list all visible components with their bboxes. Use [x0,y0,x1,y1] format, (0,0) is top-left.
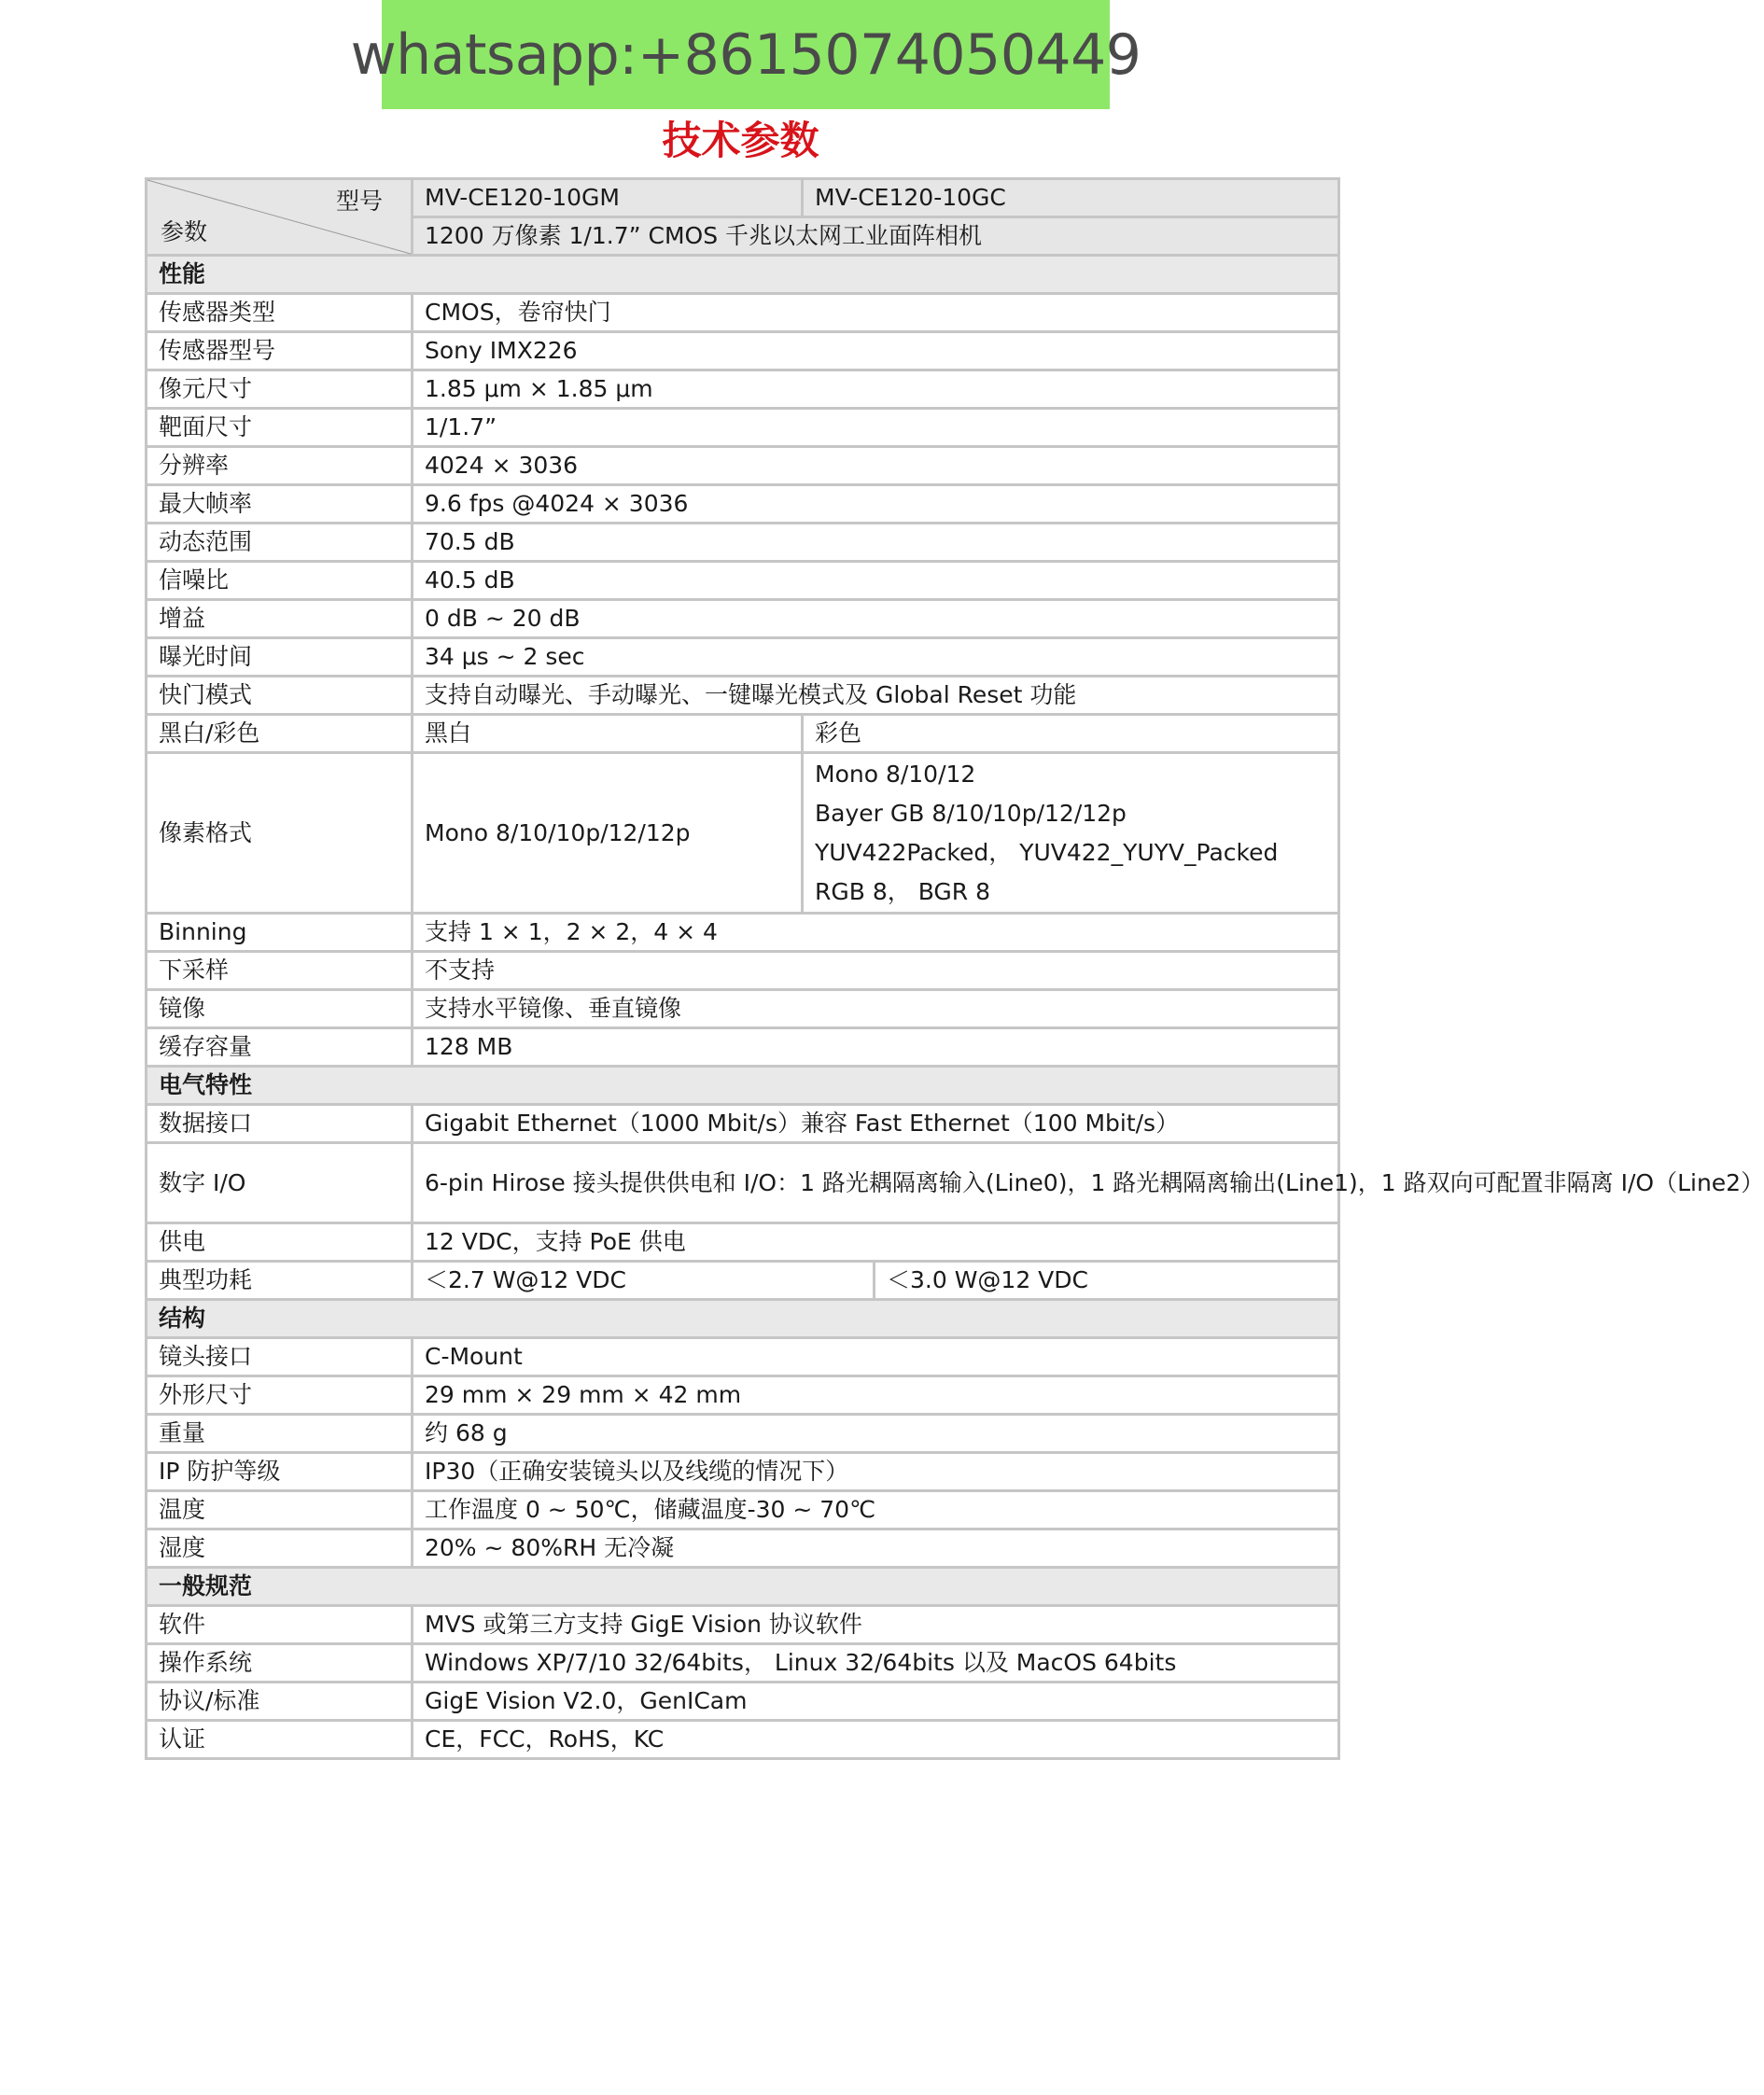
row-value: 支持 1 × 1，2 × 2，4 × 4 [413,914,1339,952]
row-value: 不支持 [413,952,1339,990]
row-label: 数据接口 [147,1105,413,1143]
row-label: 数字 I/O [147,1143,413,1223]
value-gc-list [803,753,1339,914]
row-value: 40.5 dB [413,562,1339,600]
corner-model-label: 型号 [335,188,383,215]
value-gm: 黑白 [413,715,803,753]
table-row [147,638,1339,677]
row-value: Windows XP/7/10 32/64bits， Linux 32/64bits 以及 MacOS 64bits [413,1644,1339,1683]
row-value: IP30（正确安装镜头以及线缆的情况下） [413,1453,1339,1491]
row-label: 分辨率 [147,447,413,485]
table-row [147,677,1339,715]
table-row-digital-io [147,1143,1339,1223]
row-label: Binning [147,914,413,952]
table-row [147,1721,1339,1759]
value-gc: 彩色 [803,715,1339,753]
row-label: 认证 [147,1721,413,1759]
table-row [147,1415,1339,1453]
row-label: 传感器类型 [147,294,413,332]
row-value: 29 mm × 29 mm × 42 mm [413,1376,1339,1415]
row-value: 4024 × 3036 [413,447,1339,485]
table-row-pixel-format [147,753,1339,914]
table-row [147,332,1339,370]
table-row [147,914,1339,952]
row-value: 1/1.7” [413,409,1339,447]
table-row [147,1529,1339,1568]
table-row-consumption [147,1262,1339,1300]
pixel-format-line: YUV422Packed， YUV422_YUYV_Packed [815,838,1279,866]
row-label: 动态范围 [147,524,413,562]
row-label: 快门模式 [147,677,413,715]
header-row-models [147,179,1339,217]
row-value: 工作温度 0 ~ 50℃，储藏温度-30 ~ 70℃ [413,1491,1339,1529]
section-title: 一般规范 [147,1568,1339,1606]
row-value: 34 μs ~ 2 sec [413,638,1339,677]
value-gm: Mono 8/10/10p/12/12p [413,753,803,914]
table-row [147,1644,1339,1683]
table-row [147,1105,1339,1143]
row-label: 重量 [147,1415,413,1453]
row-label: 湿度 [147,1529,413,1568]
table-row [147,1376,1339,1415]
pixel-format-line: Mono 8/10/12 [815,760,976,788]
table-row [147,409,1339,447]
row-value: MVS 或第三方支持 GigE Vision 协议软件 [413,1606,1339,1644]
row-value: 6-pin Hirose 接头提供供电和 I/O：1 路光耦隔离输入(Line0)，1 路光耦隔离输出(Line1)，1 路双向可配置非隔离 I/O（Line2） [413,1143,1339,1223]
row-label: 协议/标准 [147,1683,413,1721]
row-label: 黑白/彩色 [147,715,413,753]
table-row [147,485,1339,524]
row-value: Sony IMX226 [413,332,1339,370]
table-row [147,600,1339,638]
section-title: 电气特性 [147,1067,1339,1105]
row-label: 镜像 [147,990,413,1028]
banner-text: whatsapp:+8615074050449 [350,21,1141,88]
row-label: 像素格式 [147,753,413,914]
row-value: CE，FCC，RoHS，KC [413,1721,1339,1759]
row-label: 缓存容量 [147,1028,413,1067]
row-label: 外形尺寸 [147,1376,413,1415]
row-label: 典型功耗 [147,1262,413,1300]
row-label: 增益 [147,600,413,638]
row-label: 最大帧率 [147,485,413,524]
table-row [147,1491,1339,1529]
row-value: 9.6 fps @4024 × 3036 [413,485,1339,524]
section-title: 结构 [147,1300,1339,1338]
table-row-color-mode [147,715,1339,753]
section-structure [147,1300,1339,1338]
model-gc: MV-CE120-10GC [803,179,1339,217]
table-row [147,952,1339,990]
row-label: 传感器型号 [147,332,413,370]
section-title: 性能 [147,256,1339,294]
section-general [147,1568,1339,1606]
table-row [147,1606,1339,1644]
pixel-format-line: Bayer GB 8/10/10p/12/12p [815,799,1127,827]
row-label: IP 防护等级 [147,1453,413,1491]
corner-cell [147,179,413,256]
table-row [147,447,1339,485]
table-row [147,370,1339,409]
row-label: 曝光时间 [147,638,413,677]
table-row [147,1028,1339,1067]
row-label: 信噪比 [147,562,413,600]
row-label: 温度 [147,1491,413,1529]
section-performance [147,256,1339,294]
row-label: 软件 [147,1606,413,1644]
row-value: 支持水平镜像、垂直镜像 [413,990,1339,1028]
row-value: 70.5 dB [413,524,1339,562]
row-value: 支持自动曝光、手动曝光、一键曝光模式及 Global Reset 功能 [413,677,1339,715]
value-gc: ＜3.0 W@12 VDC [875,1262,1339,1300]
row-value: GigE Vision V2.0，GenICam [413,1683,1339,1721]
row-label: 下采样 [147,952,413,990]
row-value: CMOS，卷帘快门 [413,294,1339,332]
row-value: 128 MB [413,1028,1339,1067]
row-value: C-Mount [413,1338,1339,1376]
table-row [147,562,1339,600]
table-row [147,294,1339,332]
table-row [147,1338,1339,1376]
table-row [147,1223,1339,1262]
row-value: Gigabit Ethernet（1000 Mbit/s）兼容 Fast Ethernet（100 Mbit/s） [413,1105,1339,1143]
table-row [147,990,1339,1028]
value-gm: ＜2.7 W@12 VDC [413,1262,875,1300]
corner-param-label: 参数 [161,218,208,245]
row-value: 12 VDC，支持 PoE 供电 [413,1223,1339,1262]
table-row [147,524,1339,562]
row-value: 0 dB ~ 20 dB [413,600,1339,638]
product-description: 1200 万像素 1/1.7” CMOS 千兆以太网工业面阵相机 [413,217,1339,256]
pixel-format-line: RGB 8， BGR 8 [815,877,991,905]
row-label: 供电 [147,1223,413,1262]
row-label: 靶面尺寸 [147,409,413,447]
table-row [147,1453,1339,1491]
row-value: 约 68 g [413,1415,1339,1453]
row-label: 镜头接口 [147,1338,413,1376]
row-value: 1.85 μm × 1.85 μm [413,370,1339,409]
model-gm: MV-CE120-10GM [413,179,803,217]
page-title: 技术参数 [662,118,819,163]
section-electrical [147,1067,1339,1105]
whatsapp-banner [350,0,1141,109]
row-value: 20% ~ 80%RH 无冷凝 [413,1529,1339,1568]
spec-table [145,177,1764,1760]
row-label: 像元尺寸 [147,370,413,409]
row-label: 操作系统 [147,1644,413,1683]
table-row [147,1683,1339,1721]
